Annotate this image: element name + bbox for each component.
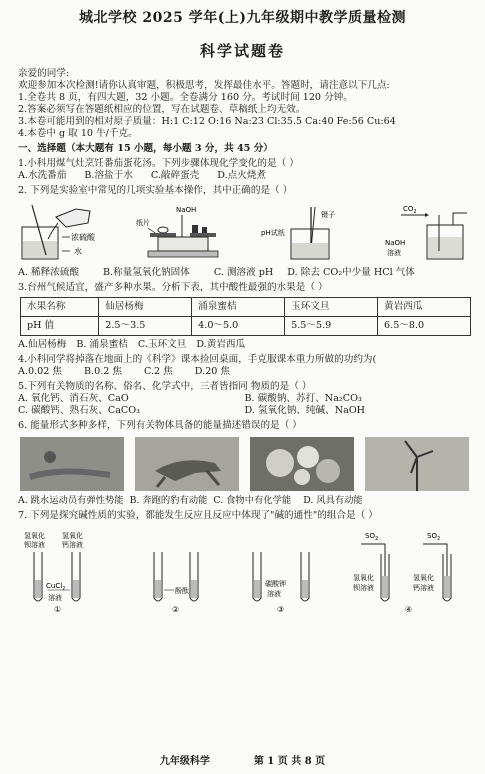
table-cell: 涌泉蜜桔	[192, 298, 285, 317]
option-b: B. 碳酸钠、苏打、Na₂CO₃	[244, 393, 362, 404]
exam-title: 城北学校 2025 学年(上)九年级期中教学质量检测	[79, 10, 406, 26]
option-c: C.敲碎蛋壳	[150, 170, 200, 182]
label-naoh-solution: NaOH	[384, 239, 406, 248]
option-b: B. 涌泉蜜桔	[76, 339, 128, 351]
question-3-stem: 3.台州气候适宜，盛产多种水果。分析下表，其中酸性最强的水果是（ ）	[18, 282, 328, 294]
question-5-stem: 5.下列有关物质的名称、俗名、化学式中，三者皆指同 物质的是（ ）	[18, 381, 312, 393]
question-4-options	[18, 366, 471, 378]
option-a: A.0.02 焦	[18, 366, 62, 378]
gas-wash-figure	[381, 203, 471, 263]
label: 碳酸钾	[264, 579, 286, 588]
table-row	[21, 298, 471, 317]
label-cucl2: CuCl$_2$	[46, 581, 66, 592]
question-2-options	[18, 267, 471, 279]
label: 溶液	[266, 589, 281, 598]
greeting: 亲爱的同学:	[18, 68, 70, 80]
label: 钙溶液	[412, 583, 434, 592]
option-c: C.玉环文旦	[137, 339, 187, 351]
question-6-photos	[20, 437, 469, 491]
label-ph-paper: pH试纸	[260, 229, 285, 238]
option-c: C. 食物中有化学能	[213, 494, 292, 506]
option-b: B.称量氢氧化钠固体	[103, 267, 190, 279]
food-photo	[250, 437, 354, 491]
question-6-options	[18, 495, 471, 507]
experiment-1-figure	[18, 528, 114, 620]
table-cell: 黄岩西瓜	[378, 298, 471, 317]
paper-title: 科学试题卷	[199, 41, 285, 60]
label: 氢氧化	[62, 531, 83, 540]
label: 钙溶液	[62, 540, 83, 549]
label-water: 水	[74, 247, 82, 257]
option-b: B.溶盐于水	[84, 170, 133, 182]
option-c: C. 测溶液 pH	[213, 267, 274, 279]
table-cell: 5.5～5.9	[285, 317, 378, 336]
label: 酚酞	[175, 586, 190, 595]
option-a: A.水洗番茄	[18, 170, 67, 182]
question-5-options	[18, 393, 471, 417]
ph-test-figure	[261, 203, 351, 263]
footer-page-number: 第 1 页 共 8 页	[253, 755, 326, 767]
label-number: ③	[276, 604, 284, 614]
option-a: A. 稀释浓硫酸	[18, 267, 79, 279]
option-d: D. 氢氧化钠、纯碱、NaOH	[244, 404, 366, 416]
option-b: B. 奔跑的豹有动能	[129, 494, 208, 506]
table-row	[21, 317, 471, 336]
question-6-stem: 6. 能量形式多种多样，下列有关物体具备的能量描述错误的是（ ）	[18, 419, 302, 431]
experiment-4-figure	[351, 528, 471, 620]
table-cell: 玉环文旦	[285, 298, 378, 317]
label-so2: $SO_2$	[364, 531, 379, 542]
label-so2: $SO_2$	[426, 531, 441, 542]
option-a: A.仙居杨梅	[18, 339, 67, 351]
windmill-photo	[365, 437, 469, 491]
question-2-figures	[18, 203, 471, 263]
section-heading: 一、选择题（本大题有 15 小题，每小题 3 分，共 45 分）	[18, 143, 273, 155]
table-cell: 2.5～3.5	[99, 317, 192, 336]
label-number: ②	[172, 604, 180, 614]
label: 钡溶液	[352, 583, 374, 592]
experiment-2-figure	[142, 528, 214, 620]
option-c: C. 碳酸钙、熟石灰、CaCO₃	[18, 404, 140, 416]
option-a: A. 跳水运动员有弹性势能	[18, 494, 124, 506]
footer-subject: 九年级科学	[159, 755, 210, 767]
label-co2: $CO_2$	[402, 205, 417, 216]
option-d: D.20 焦	[194, 366, 231, 378]
table-cell: 水果名称	[21, 298, 99, 317]
option-d: D.点火烧煮	[217, 170, 267, 182]
intro-line: 欢迎参加本次检测!请你认真审题，积极思考，发挥最佳水平。答题时，请注意以下几点:	[18, 80, 390, 92]
question-1-stem: 1.小科用煤气灶烹饪番茄蛋花汤。下列步骤体现化学变化的是（ ）	[18, 158, 299, 170]
option-a: A. 氧化钙、消石灰、CaO	[18, 393, 129, 404]
question-7-stem: 7. 下列是探究碱性质的实验，都能发生反应且反应中体现了"碱的通性"的组合是（ ）	[18, 509, 378, 521]
question-3-options	[18, 339, 471, 351]
leopard-photo	[135, 437, 239, 491]
label-number: ④	[404, 604, 413, 614]
label-solution: 溶液	[386, 249, 401, 258]
intro-line: 3.本卷可能用到的相对原子质量：H:1 C:12 O:16 Na:23 Cl:35.5 Ca:40 Fe:56 Cu:64	[18, 116, 396, 128]
option-d: D. 除去 CO₂中少量 HCl 气体	[287, 267, 415, 279]
label: 钡溶液	[24, 540, 45, 549]
question-1-options	[18, 170, 471, 182]
label-acid: 浓硫酸	[71, 233, 95, 243]
diver-photo	[20, 437, 124, 491]
table-cell: 6.5～8.0	[378, 317, 471, 336]
balance-figure	[130, 203, 230, 263]
option-d: D.黄岩西瓜	[196, 339, 246, 351]
dilution-figure	[18, 203, 100, 263]
question-4-stem: 4.小科同学将掉落在地面上的《科学》课本捡回桌面，手克服课本重力所做的功约为(	[18, 354, 377, 366]
label: 溶液	[48, 593, 62, 602]
question-7-figures	[18, 528, 471, 620]
label: 氢氧化	[352, 573, 374, 582]
option-b: B.0.2 焦	[83, 366, 122, 378]
intro-line: 4.本卷中 g 取 10 牛/千克。	[18, 128, 138, 140]
label: 氢氧化	[412, 573, 434, 582]
ph-table	[20, 297, 471, 336]
label-number: ①	[54, 604, 62, 614]
label-tweezers: 镊子	[320, 211, 335, 220]
intro-line: 2.答案必须写在答题纸相应的位置，写在试题卷、草稿纸上均无效。	[18, 104, 306, 116]
table-cell: 仙居杨梅	[99, 298, 192, 317]
option-d: D. 风具有动能	[303, 494, 363, 506]
table-cell: pH 值	[21, 317, 99, 336]
experiment-3-figure	[243, 528, 323, 620]
table-cell: 4.0～5.0	[192, 317, 285, 336]
intro-line: 1.全卷共 8 页，有四大题，32 小题。全卷满分 160 分。考试时间 120 分钟。	[18, 92, 353, 104]
label-paper: 纸片	[136, 219, 151, 228]
page-footer	[0, 756, 485, 769]
option-c: C.2 焦	[144, 366, 173, 378]
label: 氢氧化	[24, 531, 45, 540]
question-2-stem: 2. 下列是实验室中常见的几项实验基本操作，其中正确的是（ ）	[18, 185, 293, 197]
label-naoh: NaOH	[176, 206, 197, 215]
